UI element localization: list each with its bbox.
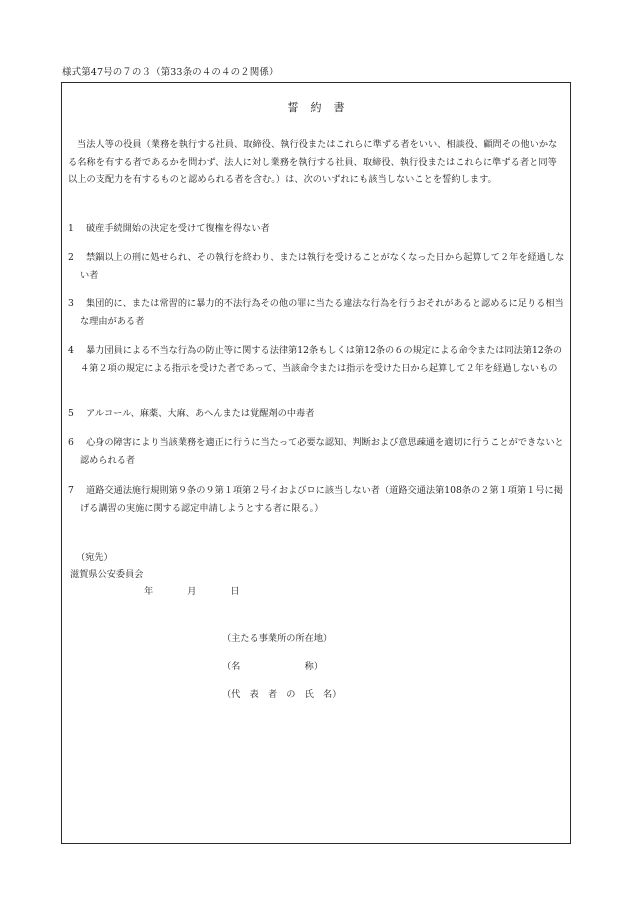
item-text: 禁錮以上の刑に処せられ、その執行を終わり、または執行を受けることがなくなった日から起算して２年を経過しない者 [80,252,565,281]
intro-paragraph: 当法人等の役員（業務を執行する社員、取締役、執行役またはこれらに準ずる者をいい、相談役、顧問その他いかなる名称を有する者であるかを問わず、法人に対し業務を執行する社員、取締役、執行役またはこれらに準ずる者と同等以上の支配力を有するものと認められる者を含む。）は、次のいずれにも該当しないことを誓約します。 [68,139,558,185]
list-item [68,295,566,330]
addressee: 滋賀県公安委員会 [70,569,144,580]
item-number: 5 [68,408,74,419]
item-number: 4 [68,345,74,356]
item-text: 暴力団員による不当な行為の防止等に関する法律第12条もしくは第12条の６の規定による命令または同法第12条の４第２項の規定による指示を受けた者であって、当該命令または指示を受けた日から起算して２年を経過しないもの [80,345,563,374]
list-item [68,249,566,284]
item-text: アルコール、麻薬、大麻、あへんまたは覚醒剤の中毒者 [86,408,315,419]
form-number: 様式第47号の７の３（第33条の４の４の２関係） [62,67,279,78]
date-month: 月 [187,586,197,597]
list-item [68,342,566,377]
item-number: 7 [68,485,74,496]
office-address-field[interactable]: （主たる事業所の所在地） [222,633,333,644]
item-number: 3 [68,298,74,309]
list-item [68,434,566,469]
item-text: 破産手続開始の決定を受けて復権を得ない者 [86,223,270,234]
list-item [68,482,566,517]
date-row [144,583,240,597]
item-number: 2 [68,252,74,263]
item-text: 集団的に、または常習的に暴力的不法行為その他の罪に当たる違法な行為を行うおそれがあると認めるに足りる相当な理由がある者 [80,298,564,327]
item-text: 心身の障害により当該業務を適正に行うに当たって必要な認知、判断および意思疎通を適切に行うことができないと認められる者 [80,437,564,466]
company-name-field[interactable]: （名 称） [222,661,324,672]
date-day: 日 [230,586,240,597]
document-title: 誓約書 [287,101,357,114]
addressee-label: （宛先） [76,552,113,563]
item-number: 6 [68,437,74,448]
item-number: 1 [68,223,74,234]
list-item [68,405,566,423]
document-frame [61,82,571,844]
representative-name-field[interactable]: （代 表 者 の 氏 名） [222,689,342,700]
date-year: 年 [144,586,154,597]
item-text: 道路交通法施行規則第９条の９第１項第２号イおよびロに該当しない者（道路交通法第108条の２第１項第１号に掲げる講習の実施に関する認定申請しようとする者に限る。） [80,485,563,514]
list-item [68,220,566,238]
